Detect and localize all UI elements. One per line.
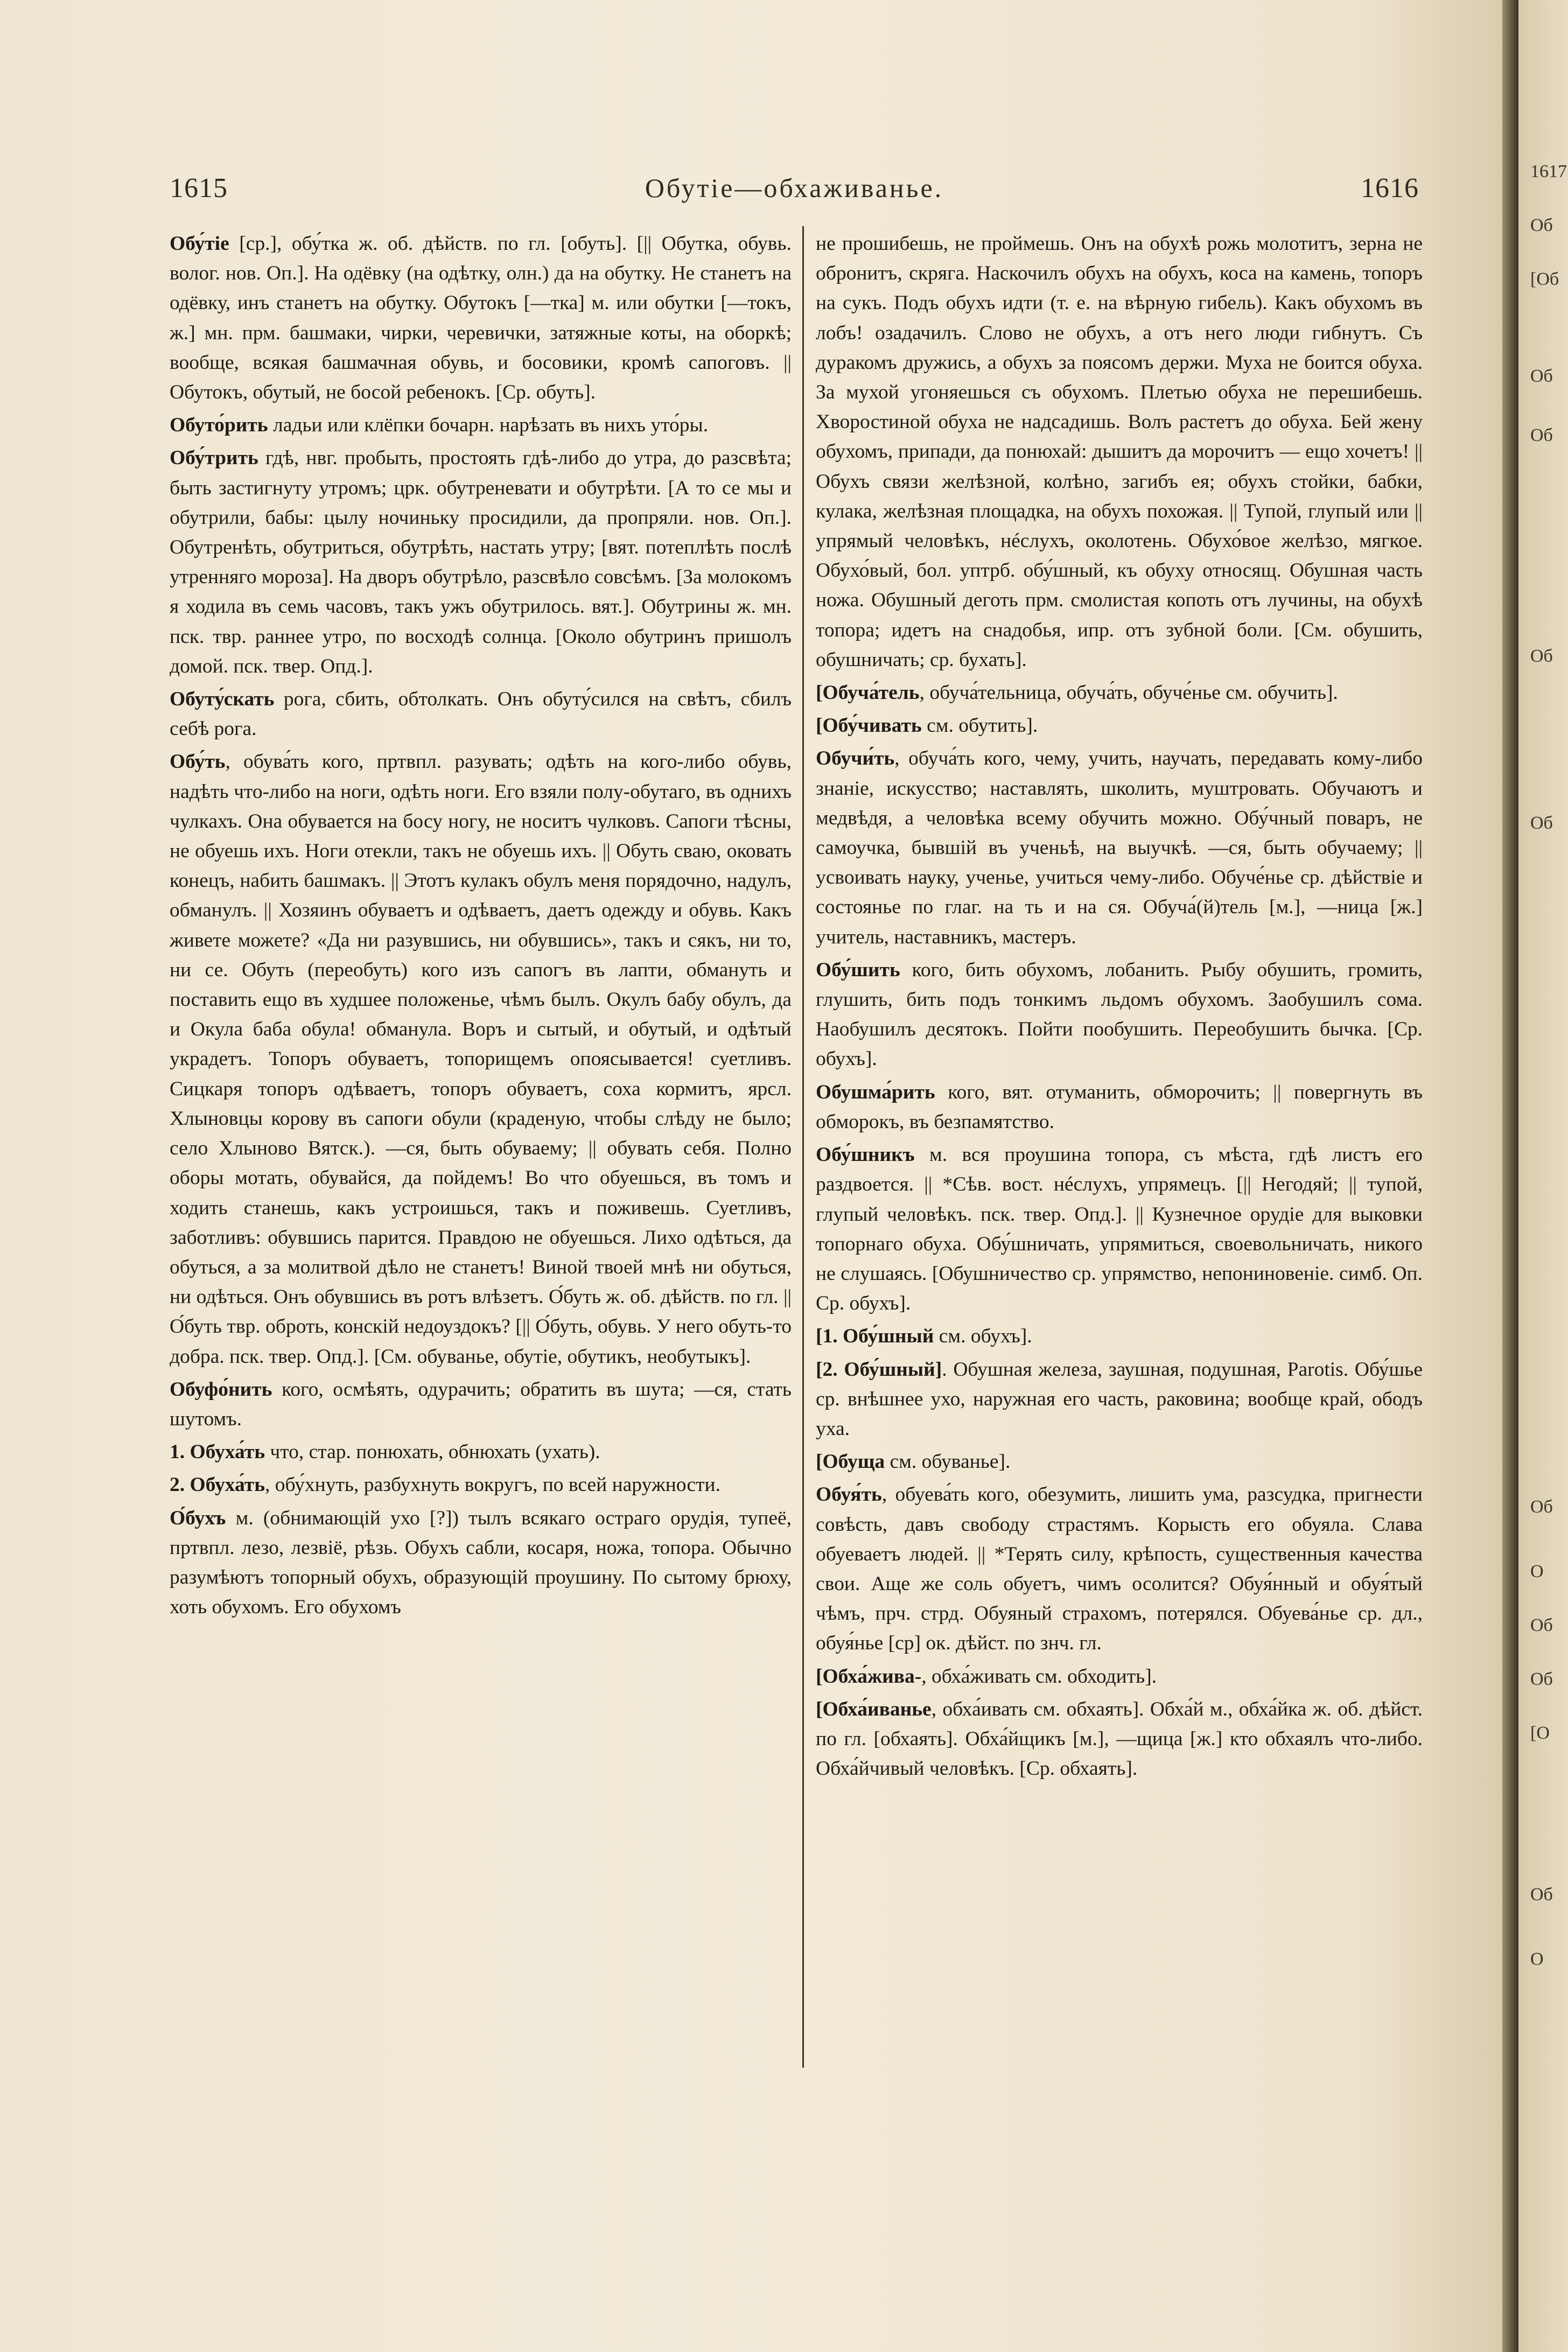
entry-headword: [Обуча́тель [816, 682, 920, 704]
dictionary-entry [816, 1077, 1423, 1137]
adjacent-page-fragment: Об [1530, 1497, 1553, 1517]
entry-definition: , обуча́тельница, обуча́ть, обуче́нье см. обучить]. [919, 682, 1338, 704]
entry-headword: Обу́трить [170, 447, 258, 470]
running-title: Обутіе—обхаживанье. [645, 173, 944, 203]
entry-headword: Обуфо́нить [170, 1378, 272, 1401]
entry-headword: Обу́ть [170, 751, 226, 773]
dictionary-entry [816, 1480, 1423, 1658]
entry-definition: , обу́хнуть, разбухнуть вокругъ, по всей наружности. [265, 1474, 720, 1496]
entry-definition: м. (обнимающій ухо [?]) тылъ всякаго остраго орудія, тупеё, пртвпл. лезо, лезвіё, рѣзь. Обухъ сабли, косаря, ножа, топора. Обычно разумѣютъ топорный обухъ, образующій проушину. По сытому брюху, хоть обухомъ. Его обухомъ [170, 1507, 792, 1619]
dictionary-entry [816, 1140, 1423, 1318]
entry-definition: . Обушная железа, заушная, подушная, Parotis. Обу́шье ср. внѣшнее ухо, наружная его часть, раковина; вообще край, ободъ уха. [816, 1358, 1423, 1440]
dictionary-entry [170, 443, 792, 681]
dictionary-entry [816, 744, 1423, 951]
entry-definition: см. обухъ]. [934, 1325, 1032, 1348]
entry-headword: Обуя́ть [816, 1483, 882, 1506]
entry-headword: Обуто́рить [170, 414, 268, 437]
dictionary-entry [816, 678, 1423, 708]
adjacent-page-fragment: Об [1530, 1885, 1553, 1905]
adjacent-page-fragment: О [1530, 1562, 1544, 1581]
entry-headword: [1. Обу́шный [816, 1325, 934, 1348]
adjacent-page-edge [1518, 0, 1568, 2352]
entry-definition: , обха́живать см. обходить]. [921, 1665, 1157, 1688]
dictionary-entry [816, 1662, 1423, 1691]
dictionary-entry [170, 1470, 792, 1500]
entry-definition: что, стар. понюхать, обнюхать (ухать). [265, 1441, 600, 1464]
page-header [170, 172, 1419, 210]
dictionary-entry [170, 1437, 792, 1467]
column-divider [802, 226, 804, 2068]
entry-definition: кого, бить обухомъ, лобанить. Рыбу обушить, громить, глушить, бить подъ тонкимъ льдомъ обухомъ. Заобушилъ сома. Наобушилъ десятокъ. Пойти пообушить. Переобушить бычка. [Ср. обухъ]. [816, 958, 1423, 1070]
entry-headword: О́бухъ [170, 1507, 226, 1529]
adjacent-page-fragment: Об [1530, 215, 1553, 235]
adjacent-page-fragment: О [1530, 1949, 1544, 1969]
entry-definition: , обува́ть кого, пртвпл. разувать; одѣть на кого-либо обувь, надѣть что-либо на ноги, одѣть ноги. Его взяли полу-обутаго, въ однихъ чулкахъ. Она обувается на босу ногу, не носитъ чулковъ. Сапоги тѣсны, не обуешь ихъ. Ноги отекли, такъ не обуешь ихъ. || Обуть сваю, оковать конецъ, набить башмакъ. || Этотъ кулакъ обулъ меня порядочно, надулъ, обманулъ. || Хозяинъ обуваетъ и одѣваетъ, даетъ одежду и обувь. Какъ живете можете? «Да ни разувшись, ни обувшись», такъ и сякъ, ни то, ни се. Обуть (переобуть) кого изъ сапогъ въ лапти, обмануть и поставить ещо въ худшее положенье, чѣмъ былъ. Окулъ бабу обулъ, да и Окула баба обула! обманула. Воръ и сытый, и обутый, и одѣтый украдетъ. Топоръ обуваетъ, топорищемъ опоясывается! суетливъ. Сицкаря топоръ одѣваетъ, топоръ обуваетъ, соха кормитъ, ярсл. Хлыновцы корову въ сапоги обули (краденую, чтобы слѣду не было; село Хлыново Вятск.). —ся, быть обуваему; || обувать себя. Полно оборы мотать, обувайся, да пойдемъ! Во что обуешься, въ томъ и ходить станешь, какъ устроишься, такъ и поживешь. Суетливъ, заботливъ: обувшись парится. Правдою не обуешься. Лихо одѣться, да обуться, а за молитвой дѣло не станетъ! Виной твоей мнѣ ни обуться, ни одѣться. Онъ обувшись въ ротъ влѣзетъ. О́буть ж. об. дѣйств. по гл. || О́буть твр. оброть, конскій недоуздокъ? [|| О́буть, обувь. У него обуть-то добра. пск. твер. Опд.]. [См. обуванье, обутіе, обутикъ, необутыкъ]. [170, 751, 792, 1368]
dictionary-entry [170, 684, 792, 744]
page-number-left: 1615 [170, 173, 228, 204]
adjacent-page-fragment: Об [1530, 1615, 1553, 1635]
entry-headword: [Обу́чивать [816, 715, 922, 737]
dictionary-entry [816, 1695, 1423, 1784]
right-column [816, 229, 1423, 1787]
entry-definition: см. обуванье]. [885, 1451, 1011, 1473]
dictionary-entry [816, 955, 1423, 1074]
entry-headword: Обуту́скать [170, 688, 275, 711]
entry-definition: кого, осмѣять, одурачить; обратить въ шута; —ся, стать шутомъ. [170, 1378, 792, 1430]
entry-headword: [2. Обу́шный] [816, 1358, 942, 1381]
entry-definition: , обуча́ть кого, чему, учить, научать, передавать кому-либо знаніе, искусство; наставлять, школить, муштровать. Обучаютъ и медвѣдя, а человѣка всему обучить можно. Обу́чный поваръ, не самоучка, бывшій въ ученьѣ, на выучкѣ. —ся, быть обучаему; || усвоивать науку, ученье, учиться чему-либо. Обуче́нье ср. дѣйствіе и состоянье по глаг. на ть и на ся. Обуча́(й)тель [м.], —ница [ж.] учитель, наставникъ, мастеръ. [816, 747, 1423, 948]
dictionary-entry [816, 711, 1423, 740]
dictionary-entry [816, 1355, 1423, 1444]
entry-definition: , обха́ивать см. обхаять]. Обха́й м., обха́йка ж. об. дѣйст. по гл. [обхаять]. Обха́йщикъ [м.], —щица [ж.] кто обхаялъ что-либо. Обха́йчивый человѣкъ. [Ср. обхаять]. [816, 1698, 1423, 1780]
entry-headword: Обу́шникъ [816, 1144, 915, 1166]
entry-headword: 2. Обуха́ть [170, 1474, 265, 1496]
entry-headword: [Обха́иванье [816, 1698, 932, 1720]
dictionary-entry [170, 410, 792, 440]
entry-definition: см. обутить]. [921, 715, 1038, 737]
dictionary-entry [816, 1447, 1423, 1476]
dictionary-entry [170, 1503, 792, 1622]
entry-headword: Обу́тіе [170, 233, 229, 255]
entry-headword: [Обуща [816, 1451, 885, 1473]
entry-definition: м. вся проушина топора, съ мѣста, гдѣ листъ его раздвоется. || *Сѣв. вост. нéслухъ, упрямецъ. [|| Негодяй; || тупой, глупый человѣкъ. пск. твер. Опд.]. || Кузнечное орудіе для выковки топорнаго обуха. Обу́шничать, упрямиться, своевольничать, никого не слушаясь. [Обушничество ср. упрямство, непониновеніе. симб. Оп. Ср. обухъ]. [816, 1144, 1423, 1315]
adjacent-page-fragment: Об [1530, 1669, 1553, 1689]
entry-definition: ладьи или клёпки бочарн. нарѣзать въ нихъ уто́ры. [268, 414, 709, 437]
dictionary-entry [170, 229, 792, 407]
entry-definition: [ср.], обу́тка ж. об. дѣйств. по гл. [обуть]. [|| Обутка, обувь. волог. нов. Оп.]. На одёвку (на одѣтку, олн.) да на обутку. Не станетъ на одёвку, инъ станетъ на обутку. Обутокъ [—тка] м. или обутки [—токъ, ж.] мн. прм. башмаки, чирки, черевички, затяжные коты, на оборкѣ; вообще, всякая башмачная обувь, и босовики, кромѣ сапоговъ. || Обутокъ, обутый, не босой ребенокъ. [Ср. обуть]. [170, 233, 792, 404]
entry-definition: кого, вят. отуманить, обморочить; || повергнуть въ обморокъ, въ безпамятство. [816, 1081, 1423, 1133]
entry-headword: Обучи́ть [816, 747, 895, 770]
adjacent-page-fragment: 1617 [1530, 162, 1567, 181]
entry-headword: Обушма́рить [816, 1081, 935, 1103]
adjacent-page-fragment: Об [1530, 813, 1553, 833]
adjacent-page-fragment: Об [1530, 366, 1553, 386]
entry-headword: 1. Обуха́ть [170, 1441, 265, 1464]
adjacent-page-fragment: [Об [1530, 269, 1559, 289]
entry-definition: рога, сбить, обтолкать. Онъ обуту́сился на свѣтъ, сбилъ себѣ рога. [170, 688, 792, 740]
entry-definition: не прошибешь, не проймешь. Онъ на обухѣ рожь молотитъ, зерна не обронитъ, скряга. Наскочилъ обухъ на обухъ, коса на камень, топоръ на сукъ. Подъ обухъ идти (т. е. на вѣрную гибель). Какъ обухомъ въ лобъ! озадачилъ. Слово не обухъ, а отъ него люди гибнутъ. Съ дуракомъ дружись, а обухъ за поясомъ держи. Муха не боится обуха. За мухой угоняешься съ обухомъ. Плетью обуха не перешибешь. Хворостиной обуха не надсадишь. Волъ растетъ до обуха. Бей жену обухомъ, припади, да понюхай: дышитъ да морочитъ — ещо хочетъ! || Обухъ связи желѣзной, колѣно, загибъ ея; обухъ стойки, бабки, кулака, желѣзная площадка, на обухъ похожая. || Тупой, глупый или || упрямый человѣкъ, нéслухъ, околотень. Обухо́вое желѣзо, мягкое. Обухо́вый, бол. уптрб. обу́шный, къ обуху относящ. Обушная часть ножа. Обушный деготь прм. смолистая копоть отъ лучины, на обухѣ топора; идетъ на снадобья, ипр. отъ зубной боли. [См. обушить, обушничать; ср. бухать]. [816, 233, 1423, 671]
dictionary-entry [170, 747, 792, 1371]
entry-headword: [Обха́жива- [816, 1665, 922, 1688]
book-gutter [1502, 0, 1518, 2352]
page-number-right: 1616 [1361, 173, 1419, 204]
dictionary-entry [816, 1321, 1423, 1351]
dictionary-entry [170, 1375, 792, 1434]
entry-definition: гдѣ, нвг. пробыть, простоять гдѣ-либо до утра, до разсвѣта; быть застигнуту утромъ; црк. обутреневати и обутрѣти. [А то се мы и обутрили, бабы: цылу ночиньку просидили, да пропряли. нов. Оп.]. Обутренѣть, обутриться, обутрѣть, настать утру; [вят. потеплѣть послѣ утренняго мороза]. На дворъ обутрѣло, разсвѣло совсѣмъ. [За молокомъ я ходила въ семь часовъ, такъ ужъ обутрилось. вят.]. Обутрины ж. мн. пск. твр. раннее утро, по восходѣ солнца. [Около обутринъ пришолъ домой. пск. твер. Опд.]. [170, 447, 792, 677]
adjacent-page-fragment: [О [1530, 1723, 1550, 1743]
entry-definition: , обуева́ть кого, обезумить, лишить ума, разсудка, пригнести совѣсть, давъ свободу страстямъ. Корысть его обуяла. Слава обуеваетъ людей. || *Терять силу, крѣпость, существенныя качества свои. Аще же соль обуетъ, чимъ осолится? Обуя́нный и обуя́тый чѣмъ, прч. стрд. Обуяный страхомъ, потерялся. Обуева́нье ср. дл., обуя́нье [ср] ок. дѣйст. по знч. гл. [816, 1483, 1423, 1655]
entry-headword: Обу́шить [816, 958, 900, 981]
adjacent-page-fragment: Об [1530, 646, 1553, 666]
dictionary-entry [816, 229, 1423, 675]
left-column [170, 229, 792, 1625]
adjacent-page-fragment: Об [1530, 425, 1553, 445]
